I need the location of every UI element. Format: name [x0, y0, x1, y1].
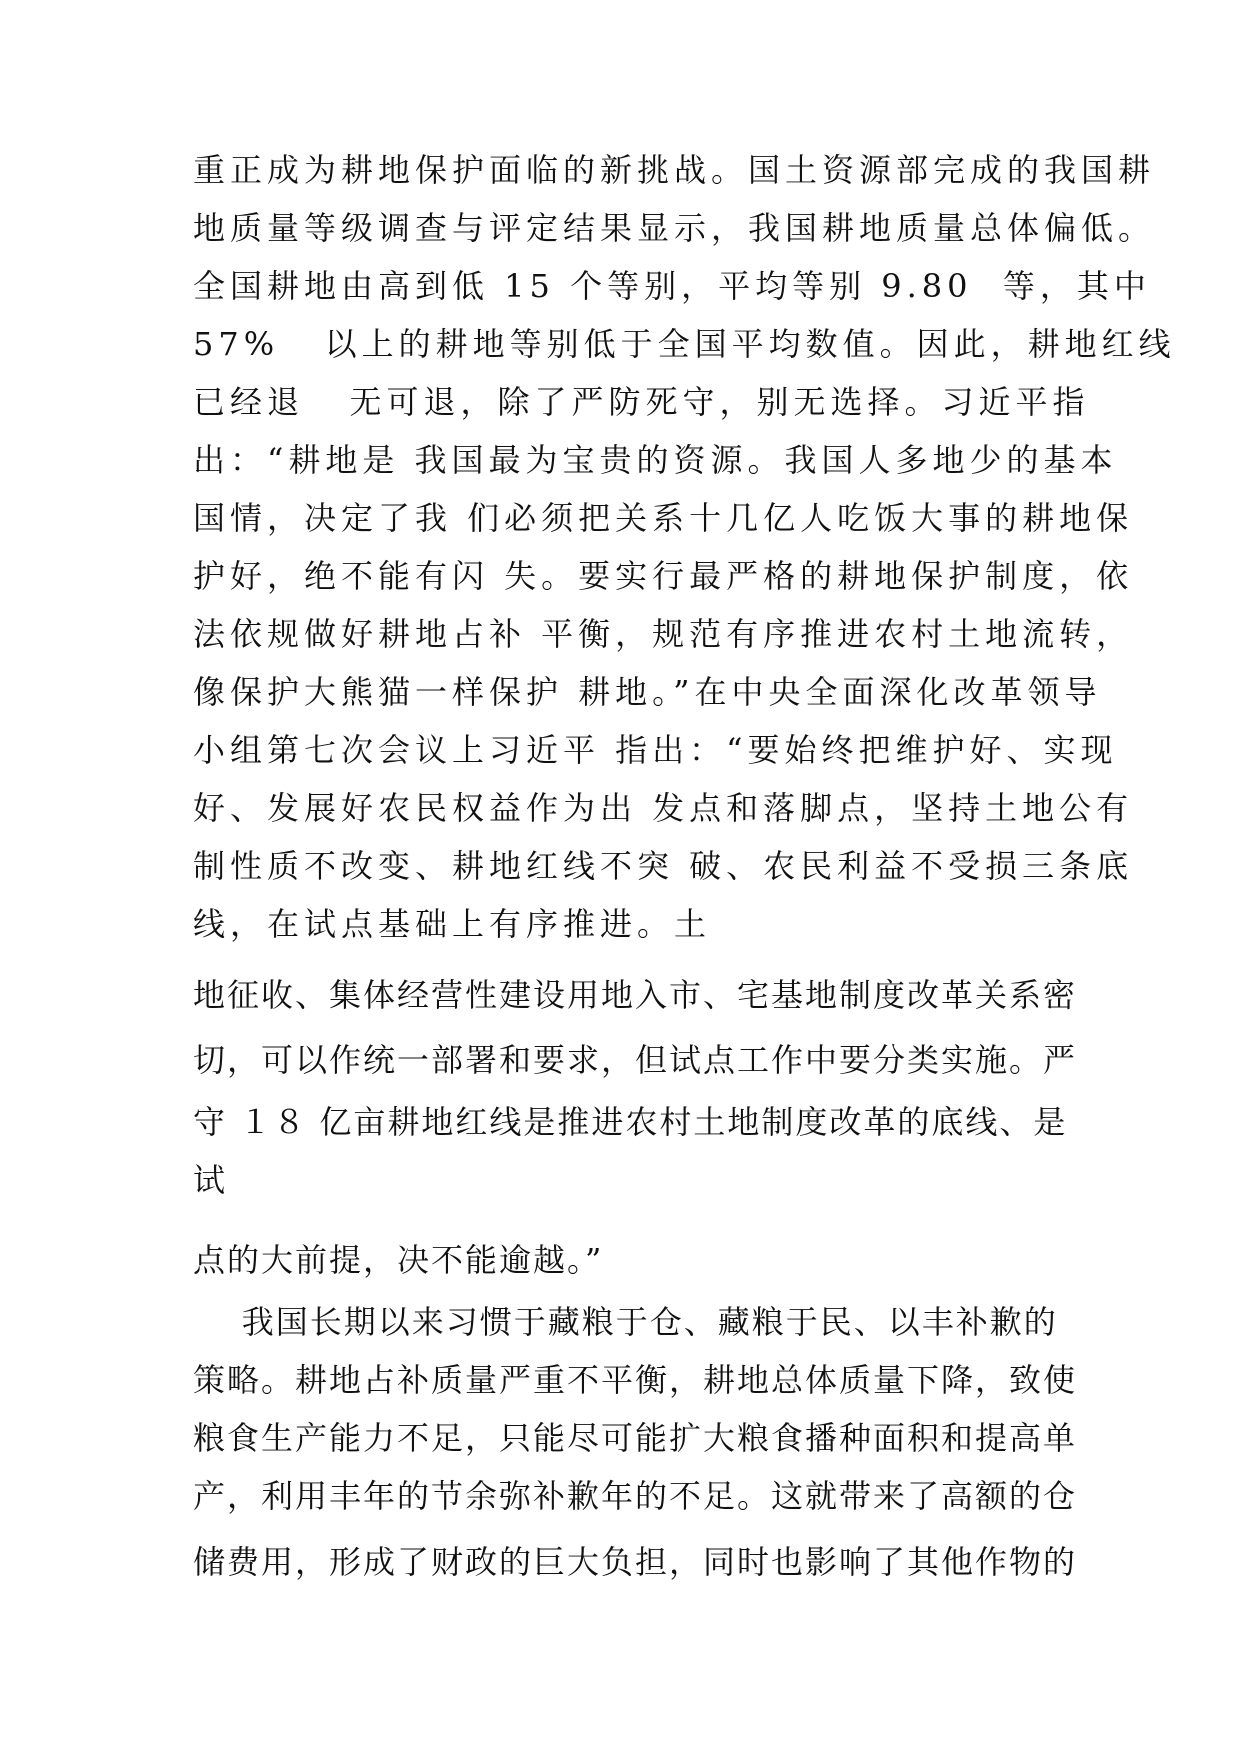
text-line: 57% 以上的耕地等别低于全国平均数值。因此，耕地红线	[193, 325, 1176, 363]
text-line: 点的大前提，决不能逾越。”	[193, 1241, 604, 1279]
text-line: 法依规做好耕地占补 平衡，规范有序推进农村土地流转，	[193, 615, 1134, 653]
text-line: 线，在试点基础上有序推进。土	[193, 905, 712, 943]
text-line: 策略。耕地占补质量严重不平衡，耕地总体质量下降，致使	[193, 1361, 1078, 1399]
text-line: 地征收、集体经营性建设用地入市、宅基地制度改革关系密	[193, 976, 1078, 1014]
text-line: 国情，决定了我 们必须把关系十几亿人吃饭大事的耕地保	[193, 499, 1134, 537]
text-line: 产，利用丰年的节余弥补歉年的不足。这就带来了高额的仓	[193, 1477, 1078, 1515]
text-line: 护好，绝不能有闪 失。要实行最严格的耕地保护制度，依	[193, 557, 1134, 595]
text-line: 小组第七次会议上习近平 指出：“要始终把维护好、实现	[193, 731, 1118, 769]
text-line: 好、发展好农民权益作为出 发点和落脚点，坚持土地公有	[193, 789, 1134, 827]
text-line: 制性质不改变、耕地红线不突 破、农民利益不受损三条底	[193, 847, 1134, 885]
text-line: 重正成为耕地保护面临的新挑战。国土资源部完成的我国耕	[193, 151, 1156, 189]
paragraph-first-line: 我国长期以来习惯于藏粮于仓、藏粮于民、以丰补歉的	[193, 1303, 1058, 1341]
text-line: 储费用，形成了财政的巨大负担，同时也影响了其他作物的	[193, 1543, 1078, 1581]
text-line: 像保护大熊猫一样保护 耕地。”在中央全面深化改革领导	[193, 673, 1102, 711]
text-line: 出：“耕地是 我国最为宝贵的资源。我国人多地少的基本	[193, 441, 1118, 479]
text-line: 地质量等级调查与评定结果显示，我国耕地质量总体偏低。	[193, 209, 1156, 247]
text-line: 守 １８ 亿亩耕地红线是推进农村土地制度改革的底线、是	[193, 1103, 1068, 1141]
text-line: 试	[193, 1161, 228, 1199]
text-line: 切，可以作统一部署和要求，但试点工作中要分类实施。严	[193, 1041, 1078, 1079]
text-line: 粮食生产能力不足，只能尽可能扩大粮食播种面积和提高单	[193, 1419, 1078, 1457]
text-line: 全国耕地由高到低 15 个等别，平均等别 9.80 等，其中	[193, 267, 1151, 305]
text-line: 已经退 无可退，除了严防死守，别无选择。习近平指	[193, 383, 1090, 421]
